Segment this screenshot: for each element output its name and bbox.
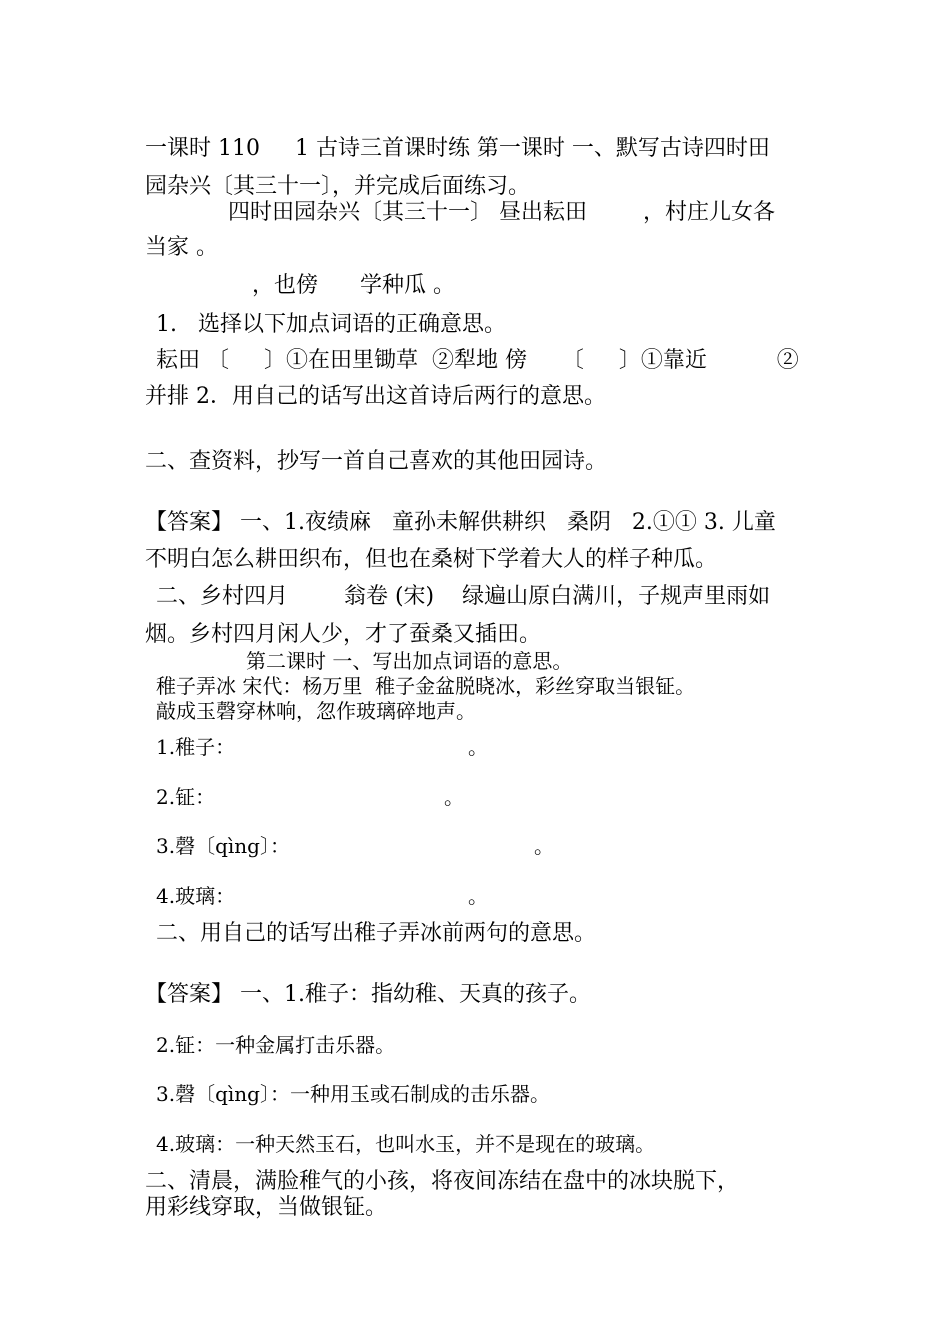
lesson2-title: 第二课时 一、写出加点词语的意思。: [246, 649, 573, 673]
fill-question-4-period: 。: [468, 884, 488, 908]
lesson2-answer3: 3.磬〔qìng〕：一种用玉或石制成的击乐器。: [156, 1082, 550, 1106]
fill-question-3-period: 。: [534, 834, 554, 858]
fill-question-1: 1.稚子：: [156, 735, 236, 759]
question-1: 1. 选择以下加点词语的正确意思。: [156, 312, 506, 337]
lesson2-answer4: 4.玻璃：一种天然玉石，也叫水玉，并不是现在的玻璃。: [156, 1132, 656, 1156]
fill-question-2-period: 。: [444, 785, 464, 809]
lesson2-answer2: 2.钲：一种金属打击乐器。: [156, 1033, 396, 1057]
poem-line1: 四时田园杂兴〔其三十一〕 昼出耘田 ，村庄儿女各: [228, 200, 775, 225]
lesson1-heading-line1: 一课时 110 1 古诗三首课时练 第一课时 一、默写古诗四时田: [145, 136, 770, 161]
poem-line3: ，也傍 学种瓜 。: [252, 273, 455, 298]
answer1-line2: 不明白怎么耕田织布，但也在桑树下学着大人的样子种瓜。: [145, 547, 718, 572]
lesson2-poem-line1: 稚子弄冰 宋代：杨万里 稚子金盆脱晓冰，彩丝穿取当银钲。: [156, 674, 696, 698]
lesson2-part2: 二、用自己的话写出稚子弄冰前两句的意思。: [156, 921, 597, 946]
answer1-line4: 烟。乡村四月闲人少，才了蚕桑又插田。: [145, 622, 542, 647]
question-1-options-cont: 并排 2．用自己的话写出这首诗后两行的意思。: [145, 384, 606, 409]
lesson2-poem-line2: 敲成玉磬穿林响，忽作玻璃碎地声。: [156, 699, 476, 723]
lesson1-heading-line2: 园杂兴〔其三十一〕，并完成后面练习。: [145, 174, 531, 199]
poem-line2: 当家 。: [145, 235, 218, 260]
part2-instruction: 二、查资料，抄写一首自己喜欢的其他田园诗。: [145, 449, 608, 474]
lesson2-answer6: 用彩线穿取，当做银钲。: [145, 1195, 388, 1220]
answer1-line3: 二、乡村四月 翁卷 (宋) 绿遍山原白满川，子规声里雨如: [156, 584, 771, 609]
fill-question-1-period: 。: [468, 735, 488, 759]
fill-question-4: 4.玻璃：: [156, 884, 236, 908]
lesson2-answer5: 二、清晨，满脸稚气的小孩，将夜间冻结在盘中的冰块脱下，: [145, 1169, 740, 1194]
fill-question-2: 2.钲：: [156, 785, 216, 809]
lesson2-answer1: 【答案】 一、1.稚子：指幼稚、天真的孩子。: [145, 982, 591, 1007]
question-1-options: 耘田 〔 〕①在田里锄草 ②犁地 傍 〔 〕①靠近 ②: [156, 348, 799, 373]
answer1-line1: 【答案】 一、1.夜绩麻 童孙未解供耕织 桑阴 2.①① 3. 儿童: [145, 510, 776, 535]
fill-question-3: 3.磬〔qìng〕：: [156, 834, 290, 858]
